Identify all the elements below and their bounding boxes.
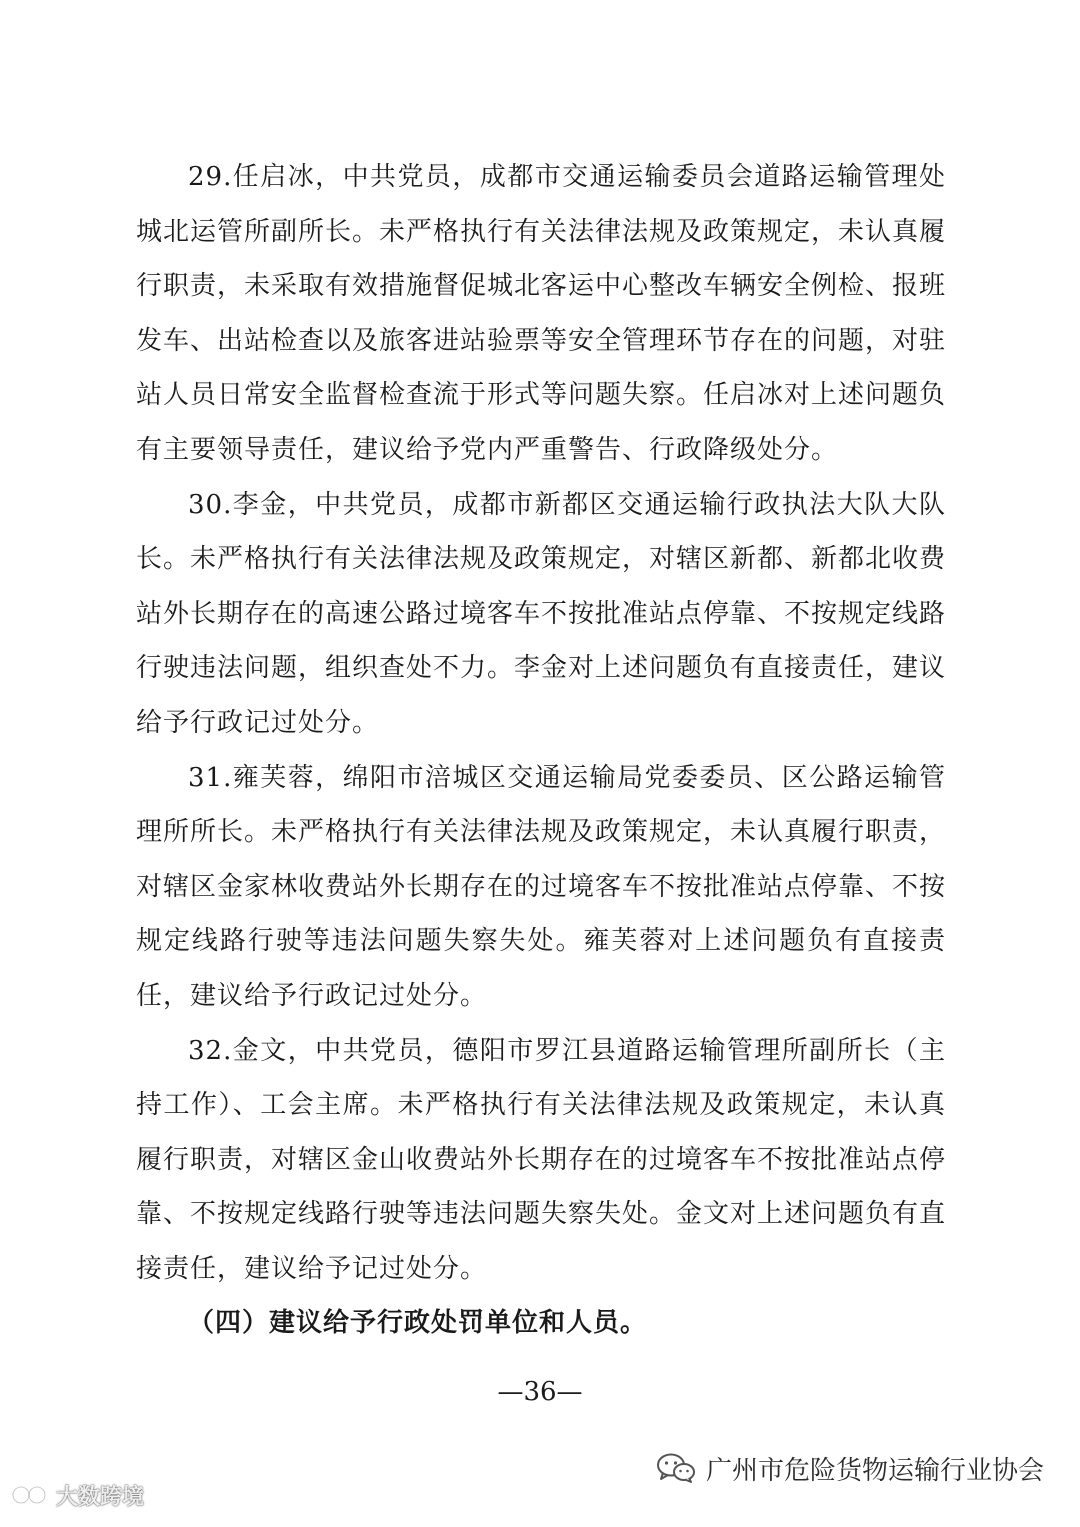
brand-watermark <box>10 1478 144 1512</box>
section-heading: （四）建议给予行政处罚单位和人员。 <box>188 1308 648 1339</box>
paragraph-30: 30.李金，中共党员，成都市新都区交通运输行政执法大队大队长。未严格执行有关法律法规及政策规定，对辖区新都、新都北收费站外长期存在的高速公路过境客车不按批准站点停靠、不按规定线路行驶违法问题，组织查处不力。李金对上述问题负有直接责任，建议给予行政记过处分。 <box>136 489 947 738</box>
page-number: —36— <box>497 1377 583 1407</box>
wechat-icon <box>656 1452 696 1484</box>
brand-name: 大数跨境 <box>56 1484 145 1510</box>
paragraph-32: 32.金文，中共党员，德阳市罗江县道路运输管理所副所长（主持工作）、工会主席。未严格执行有关法律法规及政策规定，未认真履行职责，对辖区金山收费站外长期存在的过境客车不按批准站点停靠、不按规定线路行驶等违法问题失察失处。金文对上述问题负有直接责任，建议给予记过处分。 <box>136 1035 947 1284</box>
wechat-watermark <box>656 1448 1044 1488</box>
paragraph-29: 29.任启冰，中共党员，成都市交通运输委员会道路运输管理处城北运管所副所长。未严格执行有关法律法规及政策规定，未认真履行职责，未采取有效措施督促城北客运中心整改车辆安全例检、报班发车、出站检查以及旅客进站验票等安全管理环节存在的问题，对驻站人员日常安全监督检查流于形式等问题失察。任启冰对上述问题负有主要领导责任，建议给予党内严重警告、行政降级处分。 <box>136 162 947 465</box>
document-body <box>136 150 946 1351</box>
paragraph-31: 31.雍芙蓉，绵阳市涪城区交通运输局党委委员、区公路运输管理所所长。未严格执行有关法律法规及政策规定，未认真履行职责，对辖区金家林收费站外长期存在的过境客车不按批准站点停靠、不按规定线路行驶等违法问题失察失处。雍芙蓉对上述问题负有直接责任，建议给予行政记过处分。 <box>136 762 947 1011</box>
wechat-account-name: 广州市危险货物运输行业协会 <box>705 1455 1044 1486</box>
brand-logo-icon <box>10 1483 50 1507</box>
